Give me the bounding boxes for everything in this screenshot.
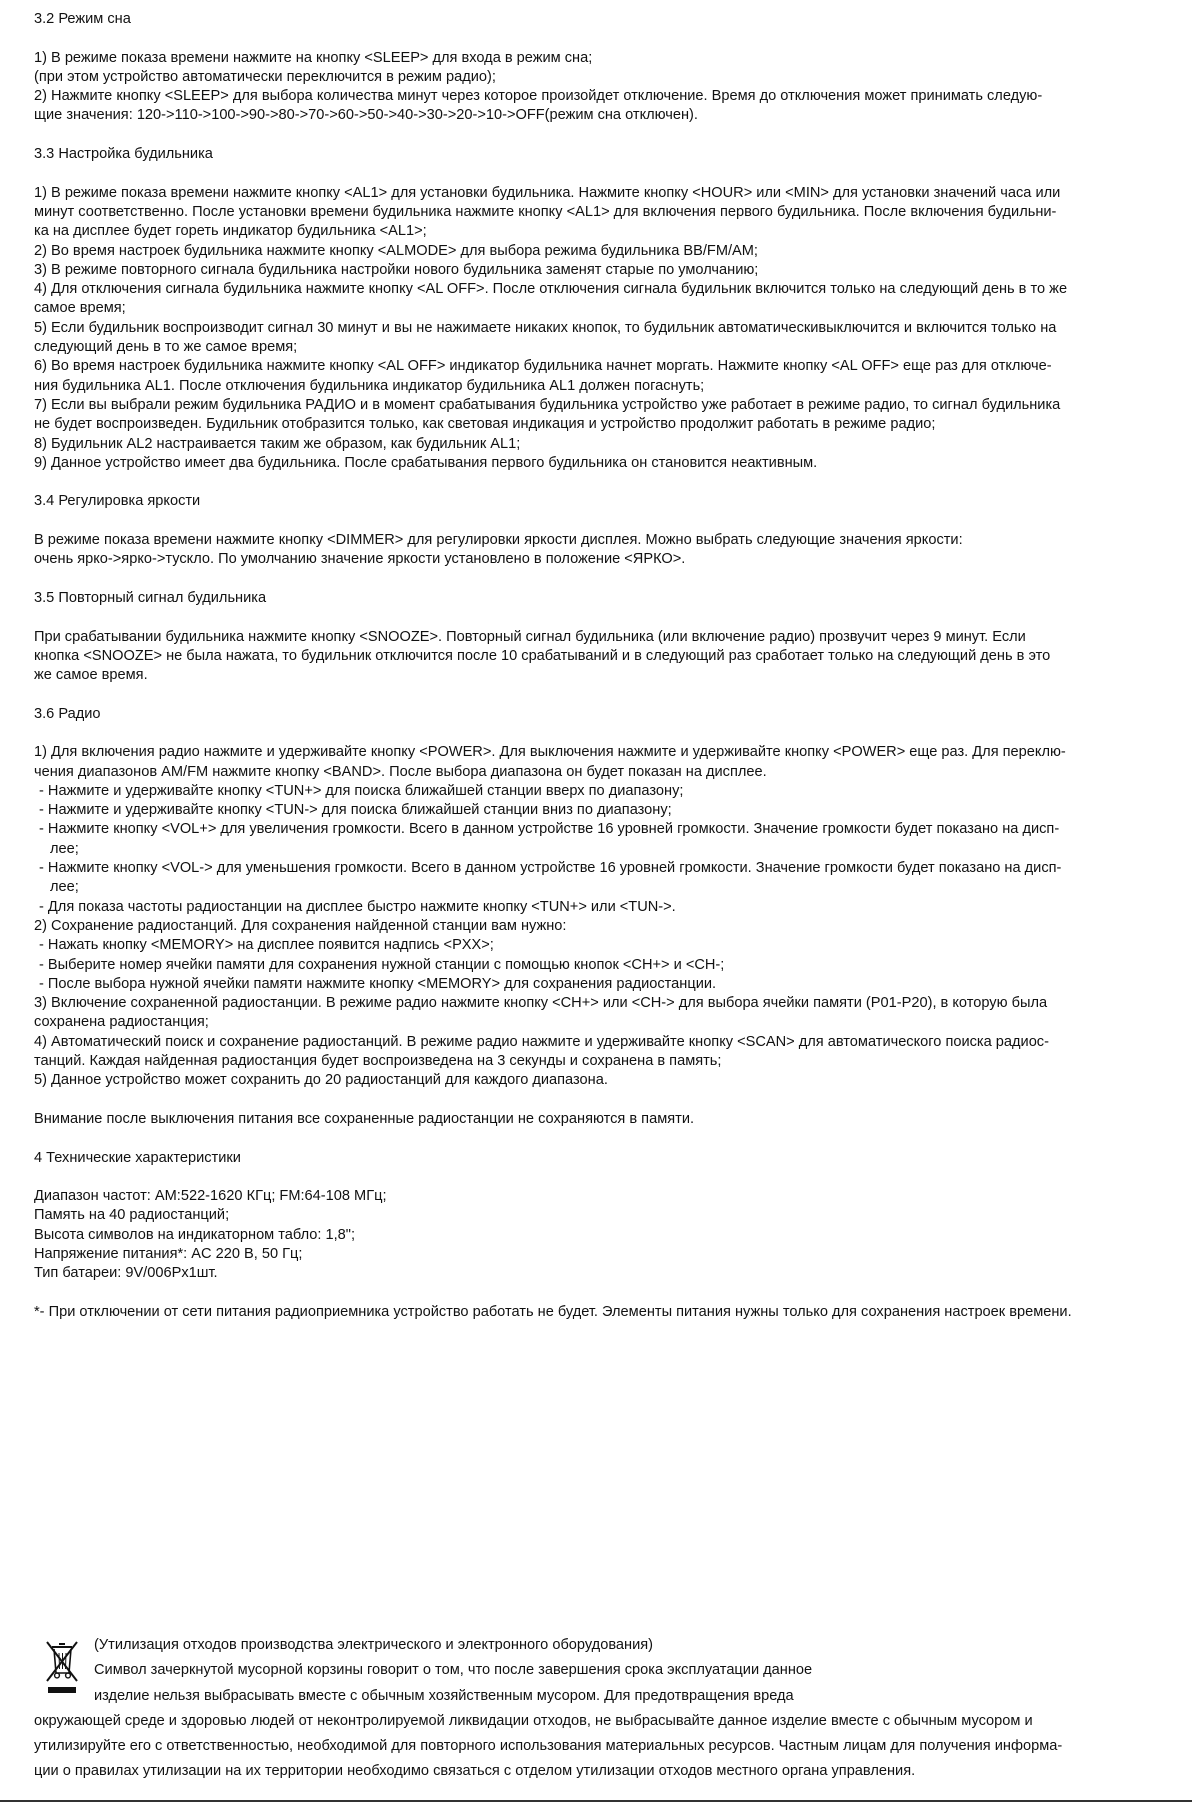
text-line: - После выбора нужной ячейки памяти нажмите кнопку <MEMORY> для сохранения радиостанции. (39, 975, 717, 992)
text-line: (при этом устройство автоматически переключится в режим радио); (34, 68, 496, 85)
text-line: 3.6 Радио (34, 705, 101, 722)
text-line: 3.3 Настройка будильника (34, 146, 213, 163)
weee-text-line: изделие нельзя выбрасывать вместе с обычным хозяйственным мусором. Для предотвращения вреда (94, 1687, 794, 1704)
text-line: 3.4 Регулировка яркости (34, 493, 201, 510)
text-line: 1) Для включения радио нажмите и удерживайте кнопку <POWER>. Для выключения нажмите и удерживайте кнопку <POWER> еще раз. Для переклю- (34, 744, 1066, 761)
text-line: кнопка <SNOOZE> не была нажата, то будильник отключится после 10 срабатываний и в следующий раз сработает только на следующий день в это (34, 647, 1051, 664)
weee-text-line: (Утилизация отходов производства электрического и электронного оборудования) (94, 1637, 653, 1653)
text-line: 8) Будильник AL2 настраивается таким же образом, как будильник AL1; (34, 435, 521, 452)
blank-line (34, 1091, 1164, 1110)
text-line: В режиме показа времени нажмите кнопку <DIMMER> для регулировки яркости дисплея. Можно выбрать следующие значения яркости: (34, 532, 963, 549)
text-line: Диапазон частот: AM:522-1620 КГц; FM:64-108 МГц; (34, 1188, 387, 1205)
blank-line (34, 685, 1164, 704)
text-line: не будет воспроизведен. Будильник отобразится только, как световая индикация и устройство продолжит работать в режиме радио; (34, 416, 936, 433)
blank-line (34, 724, 1164, 743)
text-line: ния будильника AL1. После отключения будильника индикатор будильника AL1 должен погаснуть; (34, 377, 705, 394)
weee-text-line: ции о правилах утилизации на их территории необходимо связаться с отделом утилизации отходов местного органа управления. (34, 1763, 916, 1780)
text-line: танций. Каждая найденная радиостанция будет воспроизведена на 3 секунды и сохранена в память; (34, 1053, 722, 1070)
text-line: - Нажать кнопку <MEMORY> на дисплее появится надпись <PXX>; (39, 937, 494, 954)
text-line: лее; (50, 879, 79, 896)
text-line: - Для показа частоты радиостанции на дисплее быстро нажмите кнопку <TUN+> или <TUN->. (39, 898, 676, 915)
text-line: Память на 40 радиостанций; (34, 1207, 230, 1224)
blank-line (34, 1168, 1164, 1187)
weee-text-line: окружающей среде и здоровью людей от неконтролируемой ликвидации отходов, не выбрасывайте данное изделие вместе с обычным мусором и (34, 1712, 1033, 1729)
weee-text-line: утилизируйте его с ответственностью, необходимой для повторного использования материальных ресурсов. Частным лицам для получения информа- (34, 1738, 1063, 1755)
blank-line (34, 126, 1164, 145)
text-line: - Нажмите и удерживайте кнопку <TUN-> для поиска ближайшей станции вниз по диапазону; (39, 802, 672, 819)
text-line: 2) Сохранение радиостанций. Для сохранения найденной станции вам нужно: (34, 917, 567, 934)
text-line: 4) Автоматический поиск и сохранение радиостанций. В режиме радио нажмите и удерживайте кнопку <SCAN> для автоматического поиска радиос- (34, 1033, 1049, 1050)
blank-line (34, 29, 1164, 48)
text-line: 3) Включение сохраненной радиостанции. В режиме радио нажмите кнопку <CH+> или <CH-> для выбора ячейки памяти (P01-P20), в которую была (34, 995, 1048, 1012)
text-line: - Нажмите кнопку <VOL-> для уменьшения громкости. Всего в данном устройстве 16 уровней громкости. Значение громкости будет показано на дисп- (39, 860, 1062, 877)
text-line: 3) В режиме повторного сигнала будильника настройки нового будильника заменят старые по умолчанию; (34, 261, 759, 278)
blank-line (34, 473, 1164, 492)
weee-disposal-notice (34, 1633, 1164, 1785)
text-line: сохранена радиостанция; (34, 1014, 209, 1031)
text-line: *- При отключении от сети питания радиоприемника устройство работать не будет. Элементы питания нужны только для сохранения настроек времени. (34, 1303, 1072, 1320)
text-line: минут соответственно. После установки времени будильника нажмите кнопку <AL1> для включения первого будильника. После включения будильни- (34, 203, 1057, 220)
text-line: - Нажмите кнопку <VOL+> для увеличения громкости. Всего в данном устройстве 16 уровней громкости. Значение громкости будет показано на дисп- (39, 821, 1060, 838)
text-line: 7) Если вы выбрали режим будильника РАДИО и в момент срабатывания будильника устройство уже работает в режиме радио, то сигнал будильника (34, 396, 1061, 413)
text-line: - Выберите номер ячейки памяти для сохранения нужной станции с помощью кнопок <CH+> и <CH-; (39, 956, 725, 973)
text-line: 1) В режиме показа времени нажмите на кнопку <SLEEP> для входа в режим сна; (34, 49, 593, 66)
text-line: Внимание после выключения питания все сохраненные радиостанции не сохраняются в памяти. (34, 1110, 695, 1127)
text-line: 3.2 Режим сна (34, 11, 131, 27)
text-line: 3.5 Повторный сигнал будильника (34, 589, 267, 606)
text-line: очень ярко->ярко->тускло. По умолчанию значение яркости установлено в положение <ЯРКО>. (34, 551, 686, 568)
text-line: щие значения: 120->110->100->90->80->70->60->50->40->30->20->10->OFF(режим сна отключен). (34, 107, 698, 124)
text-line: 5) Если будильник воспроизводит сигнал 30 минут и вы не нажимаете никаких кнопок, то будильник автоматическивыключится и включится только на (34, 319, 1057, 336)
text-line: 4) Для отключения сигнала будильника нажмите кнопку <AL OFF>. После отключения сигнала будильник включится только на следующий день в то же (34, 281, 1068, 298)
text-line: - Нажмите и удерживайте кнопку <TUN+> для поиска ближайшей станции вверх по диапазону; (39, 782, 684, 799)
text-line: 2) Во время настроек будильника нажмите кнопку <ALMODE> для выбора режима будильника BB/FM/AM; (34, 242, 758, 259)
text-line: 1) В режиме показа времени нажмите кнопку <AL1> для установки будильника. Нажмите кнопку <HOUR> или <MIN> для установки значений часа или (34, 184, 1061, 201)
blank-line (34, 1129, 1164, 1148)
blank-line (34, 570, 1164, 589)
text-line: При срабатывании будильника нажмите кнопку <SNOOZE>. Повторный сигнал будильника (или включение радио) прозвучит через 9 минут. Если (34, 628, 1026, 645)
text-line: 2) Нажмите кнопку <SLEEP> для выбора количества минут через которое произойдет отключение. Время до отключения может принимать следую- (34, 88, 1043, 105)
text-line: чения диапазонов AM/FM нажмите кнопку <BAND>. После выбора диапазона он будет показан на дисплее. (34, 763, 767, 780)
text-line: Высота символов на индикаторном табло: 1,8"; (34, 1226, 356, 1243)
blank-line (34, 164, 1164, 183)
text-line: 9) Данное устройство имеет два будильника. После срабатывания первого будильника он становится неактивным. (34, 454, 818, 471)
weee-text-line: Символ зачеркнутой мусорной корзины говорит о том, что после завершения срока эксплуатации данное (94, 1662, 813, 1679)
text-line: же самое время. (34, 667, 148, 684)
text-line: Напряжение питания*: AC 220 В, 50 Гц; (34, 1246, 303, 1262)
blank-line (34, 608, 1164, 627)
text-line: самое время; (34, 300, 126, 317)
blank-line (34, 1284, 1164, 1303)
text-line: 5) Данное устройство может сохранить до 20 радиостанций для каждого диапазона. (34, 1072, 608, 1089)
text-line: следующий день в то же самое время; (34, 339, 298, 356)
text-line: 4 Технические характеристики (34, 1149, 241, 1166)
blank-line (34, 512, 1164, 531)
text-line: лее; (50, 840, 79, 857)
text-line: ка на дисплее будет гореть индикатор будильника <AL1>; (34, 223, 427, 240)
crossed-out-wheelie-bin-icon (44, 1639, 80, 1695)
text-line: 6) Во время настроек будильника нажмите кнопку <AL OFF> индикатор будильника начнет моргать. Нажмите кнопку <AL OFF> еще раз для отключе- (34, 358, 1052, 375)
bottom-rule (0, 1800, 1192, 1802)
manual-text (34, 10, 1164, 1322)
text-line: Тип батареи: 9V/006Px1шт. (34, 1265, 218, 1282)
